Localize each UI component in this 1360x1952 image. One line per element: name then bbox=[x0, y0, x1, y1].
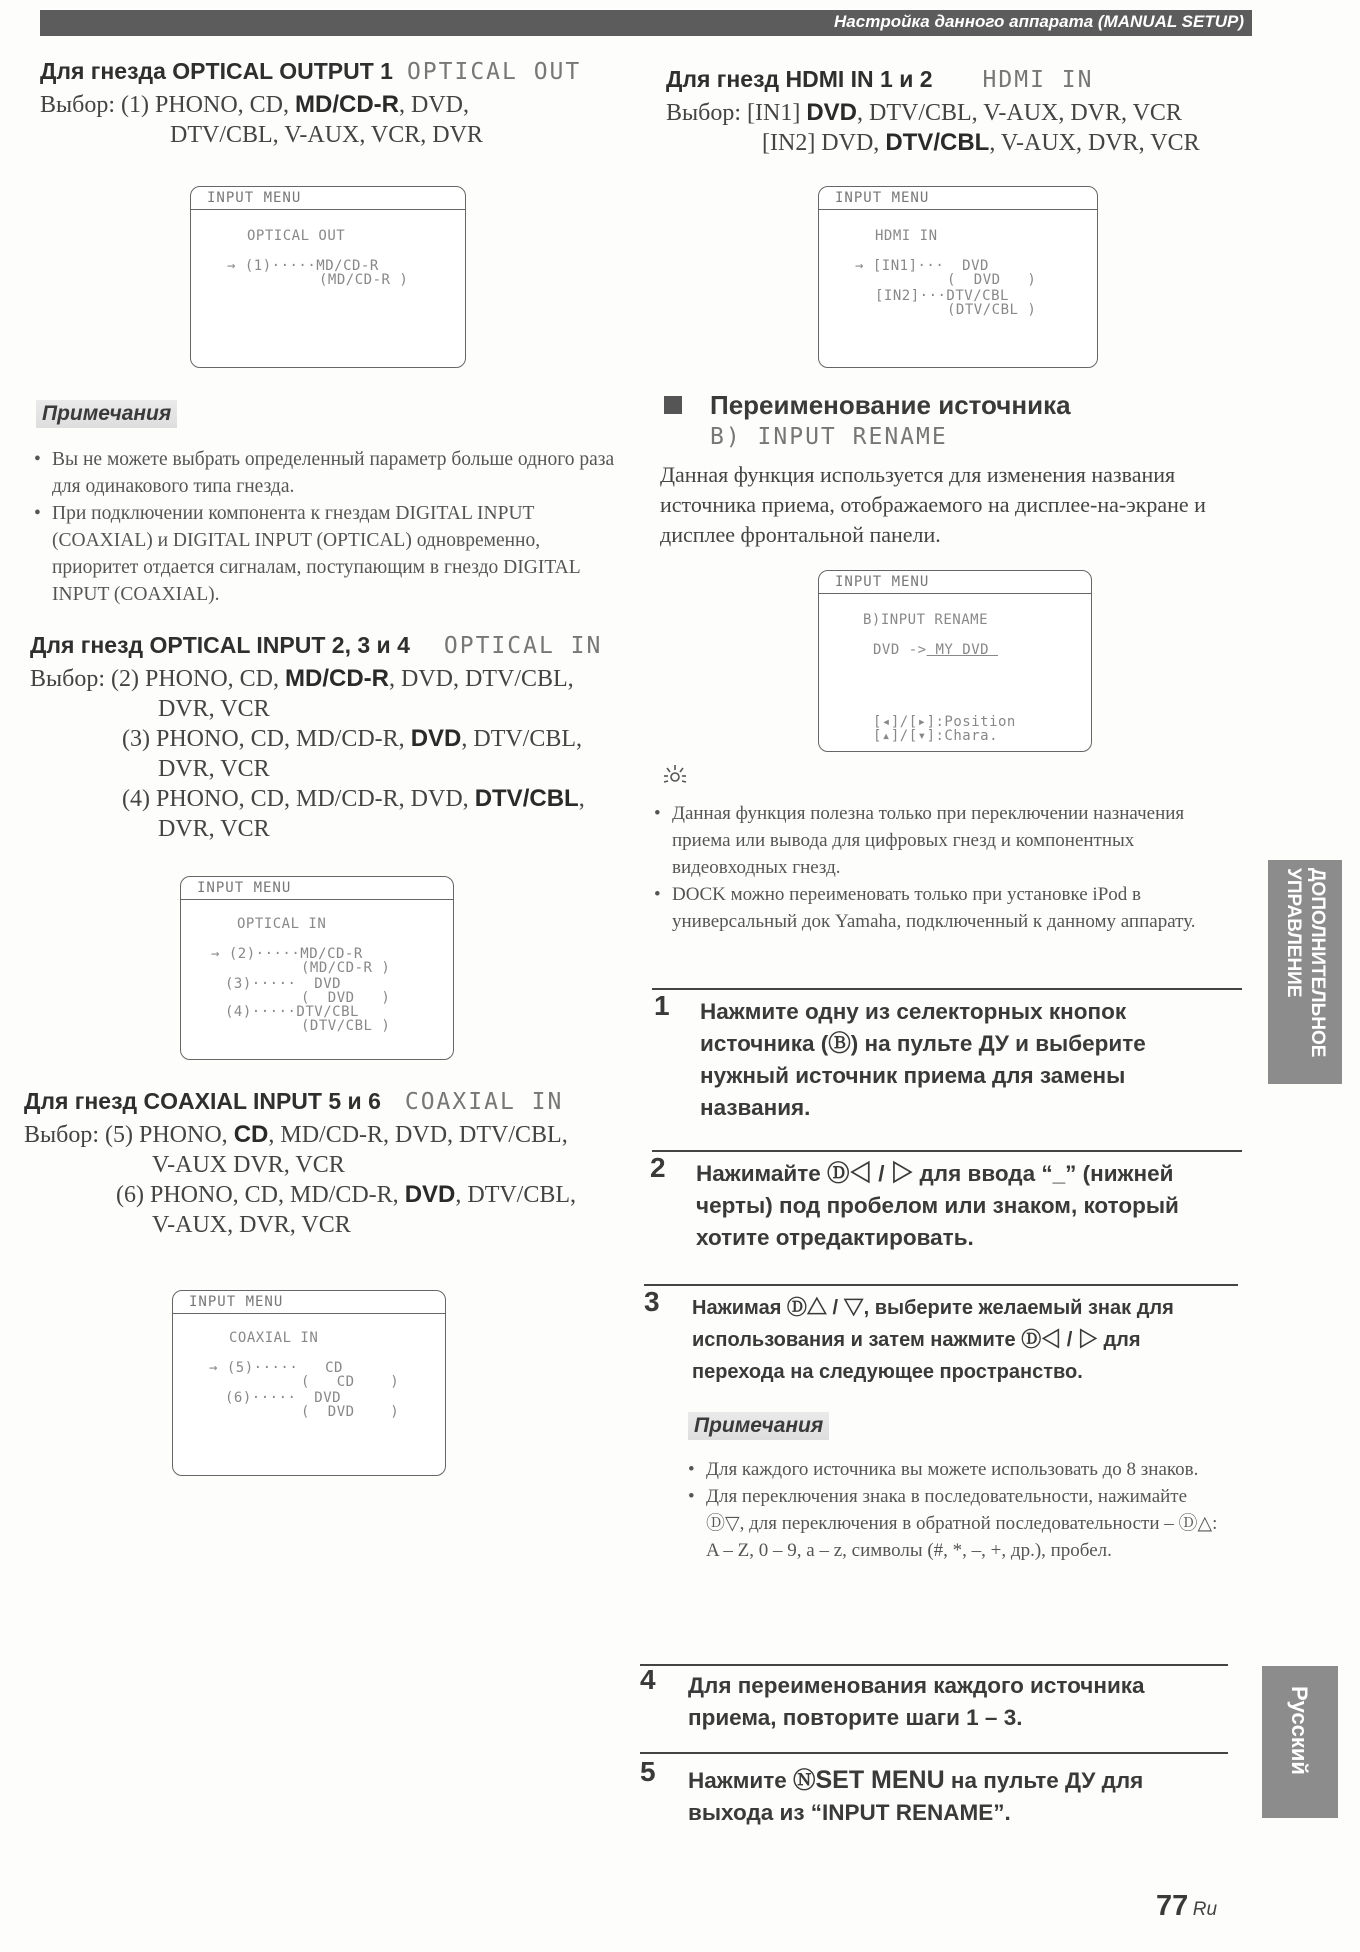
divider bbox=[644, 1284, 1238, 1286]
osd-rename-to[interactable]: MY DVD bbox=[926, 642, 999, 658]
choice-text: , DTV/CBL, bbox=[455, 1182, 577, 1208]
side-tab-section[interactable] bbox=[1268, 860, 1342, 1084]
osd-line: ( DVD ) bbox=[947, 272, 1037, 288]
osd-line: (MD/CD-R ) bbox=[319, 272, 409, 288]
osd-head: INPUT MENU bbox=[181, 877, 453, 900]
osd-rename-line bbox=[873, 642, 998, 658]
coaxial-in-title bbox=[24, 1088, 563, 1115]
choice-text: (1) PHONO, CD, bbox=[121, 92, 296, 118]
choice-text: (2) PHONO, CD, bbox=[111, 666, 286, 692]
osd-line: (DTV/CBL ) bbox=[301, 1018, 391, 1034]
note-item: • Для каждого источника вы можете использовать до 8 знаков. bbox=[688, 1456, 1228, 1483]
choice-text: DVR, VCR bbox=[158, 816, 270, 842]
choice-text: , bbox=[578, 786, 585, 812]
page-number-value: 77 bbox=[1156, 1890, 1189, 1922]
choice-text: (3) PHONO, CD, MD/CD-R, bbox=[122, 726, 411, 752]
hdmi-in-title-text: Для гнезд HDMI IN 1 и 2 bbox=[666, 66, 933, 92]
notes-right-list bbox=[688, 1456, 1228, 1564]
choice-bold: DVD bbox=[410, 725, 462, 752]
optical-out-title bbox=[40, 58, 581, 85]
osd-head: INPUT MENU bbox=[191, 187, 465, 210]
step-text-part: на пульте ДУ для выхода из “INPUT RENAME”. bbox=[688, 1768, 1144, 1825]
choice-text: (5) PHONO, bbox=[105, 1122, 234, 1148]
osd-line: (MD/CD-R ) bbox=[301, 960, 391, 976]
osd-hdmi-in bbox=[818, 186, 1098, 368]
divider bbox=[652, 988, 1242, 990]
osd-optical-out bbox=[190, 186, 466, 368]
side-tab-line: ДОПОЛНИТЕЛЬНОЕ bbox=[1307, 868, 1328, 1058]
choice-bold: DVD bbox=[806, 99, 857, 126]
osd-hint: [▴]/[▾]:Chara. bbox=[873, 728, 999, 744]
choice-bold: DTV/CBL bbox=[885, 129, 990, 156]
optical-in-lcd: OPTICAL IN bbox=[443, 633, 603, 659]
osd-head: INPUT MENU bbox=[819, 187, 1097, 210]
osd-head: INPUT MENU bbox=[819, 571, 1091, 594]
notes-left-list bbox=[34, 446, 624, 608]
osd-input-rename bbox=[818, 570, 1092, 752]
osd-line: → (2)·····MD/CD-R bbox=[211, 946, 363, 962]
choice-bold: DVD bbox=[404, 1181, 456, 1208]
choice-text: (4) PHONO, CD, MD/CD-R, DVD, bbox=[122, 786, 475, 812]
optical-out-title-text: Для гнезда OPTICAL OUTPUT 1 bbox=[40, 58, 393, 84]
osd-line: OPTICAL OUT bbox=[247, 228, 346, 244]
choice-bold: DTV/CBL bbox=[474, 785, 579, 812]
osd-optical-in bbox=[180, 876, 454, 1060]
osd-head: INPUT MENU bbox=[173, 1291, 445, 1314]
choice-text: (6) PHONO, CD, MD/CD-R, bbox=[116, 1182, 405, 1208]
osd-line: (DTV/CBL ) bbox=[947, 302, 1037, 318]
osd-coaxial-in bbox=[172, 1290, 446, 1476]
notes-right bbox=[688, 1412, 829, 1440]
note-item: • При подключении компонента к гнездам DIGITAL INPUT (COAXIAL) и DIGITAL INPUT (OPTICAL) одновременно, приоритет отдается сигналам, поступающим в гнездо DIGITAL INPUT (COAXIAL). bbox=[34, 500, 624, 608]
hdmi-in-choices bbox=[666, 98, 1200, 158]
step-text: Для переименования каждого источника приема, повторите шаги 1 – 3. bbox=[688, 1673, 1145, 1730]
osd-line: B)INPUT RENAME bbox=[863, 612, 989, 628]
step-text bbox=[688, 1764, 1228, 1829]
osd-line: → (5)····· CD bbox=[209, 1360, 343, 1376]
rename-title: Переименование источника bbox=[710, 390, 1071, 420]
choice-text: , DVD, bbox=[399, 92, 469, 118]
notes-title: Примечания bbox=[688, 1412, 829, 1440]
step-text: Нажимая Ⓓ△ / ▽, выберите желаемый знак для использования и затем нажмите Ⓓ◁ / ▷ для перехода на следующее пространство. bbox=[692, 1297, 1174, 1383]
note-item: • Вы не можете выбрать определенный параметр больше одного раза для одинакового типа гнезда. bbox=[34, 446, 624, 500]
section-square-icon bbox=[664, 396, 682, 414]
optical-in-title-text: Для гнезд OPTICAL INPUT 2, 3 и 4 bbox=[30, 632, 410, 658]
osd-line: (4)·····DTV/CBL bbox=[225, 1004, 359, 1020]
page-number bbox=[1156, 1890, 1217, 1923]
choice-text: [IN2] DVD, bbox=[762, 130, 886, 156]
header-title: Настройка данного аппарата (MANUAL SETUP) bbox=[834, 12, 1244, 31]
divider bbox=[640, 1752, 1228, 1754]
osd-line: [IN2]···DTV/CBL bbox=[875, 288, 1009, 304]
choice-text: V-AUX, DVR, VCR bbox=[152, 1212, 351, 1238]
notes-left bbox=[36, 400, 177, 428]
page-lang-code: Ru bbox=[1192, 1899, 1218, 1920]
choice-bold: MD/CD-R bbox=[295, 91, 399, 118]
optical-out-choices bbox=[40, 90, 483, 150]
choice-text: , DVD, DTV/CBL, bbox=[389, 666, 574, 692]
hdmi-in-title bbox=[666, 66, 1093, 93]
note-item: • Для переключения знака в последовательности, нажимайте Ⓓ▽, для переключения в обратной последовательности – Ⓓ△: A – Z, 0 – 9, a – z, символы (#, *, –, +, др.), пробел. bbox=[688, 1483, 1228, 1564]
choice-text: DVR, VCR bbox=[158, 756, 270, 782]
optical-in-title bbox=[30, 632, 602, 659]
optical-in-choices bbox=[30, 664, 585, 844]
choice-bold: CD bbox=[233, 1121, 269, 1148]
choice-label: Выбор: bbox=[24, 1122, 100, 1148]
osd-line: ( DVD ) bbox=[301, 990, 391, 1006]
osd-line: → [IN1]··· DVD bbox=[855, 258, 989, 274]
choice-text: , V-AUX, DVR, VCR bbox=[989, 130, 1200, 156]
header-bar bbox=[40, 10, 1252, 36]
osd-line: → (1)·····MD/CD-R bbox=[227, 258, 379, 274]
tip-item: • Данная функция полезна только при переключении назначения приема или вывода для цифровых гнезд и компонентных видеовходных гнезд. bbox=[654, 800, 1244, 881]
step-number: 5 bbox=[640, 1756, 656, 1787]
hdmi-in-lcd: HDMI IN bbox=[982, 67, 1094, 93]
osd-line: (6)····· DVD bbox=[225, 1390, 342, 1406]
osd-line: HDMI IN bbox=[875, 228, 938, 244]
choice-text: DVR, VCR bbox=[158, 696, 270, 722]
step-number: 2 bbox=[650, 1152, 666, 1183]
choice-label: Выбор: bbox=[40, 92, 116, 118]
choice-text: , DTV/CBL, bbox=[461, 726, 583, 752]
side-tab-line: УПРАВЛЕНИЕ bbox=[1283, 868, 1304, 998]
choice-label: Выбор: bbox=[30, 666, 106, 692]
osd-line: ( CD ) bbox=[301, 1374, 400, 1390]
choice-text: , MD/CD-R, DVD, DTV/CBL, bbox=[268, 1122, 568, 1148]
lightbulb-icon bbox=[662, 764, 688, 791]
osd-line: ( DVD ) bbox=[301, 1404, 400, 1420]
choice-text: , DTV/CBL, V-AUX, DVR, VCR bbox=[857, 100, 1182, 126]
tip-item: • DOCK можно переименовать только при установке iPod в универсальный док Yamaha, подключенный к данному аппарату. bbox=[654, 881, 1244, 935]
divider bbox=[652, 1150, 1242, 1152]
divider bbox=[640, 1664, 1228, 1666]
coaxial-in-title-text: Для гнезд COAXIAL INPUT 5 и 6 bbox=[24, 1088, 381, 1114]
osd-rename-from: DVD -> bbox=[873, 642, 927, 658]
step-text: Нажмите одну из селекторных кнопок источника (Ⓑ) на пульте ДУ и выберите нужный источник приема для замены названия. bbox=[700, 999, 1146, 1120]
notes-title: Примечания bbox=[36, 400, 177, 428]
optical-out-lcd: OPTICAL OUT bbox=[406, 59, 582, 85]
choice-bold: MD/CD-R bbox=[285, 665, 389, 692]
choice-label: Выбор: bbox=[666, 100, 742, 126]
choice-text: V-AUX DVR, VCR bbox=[152, 1152, 345, 1178]
side-tab-language[interactable] bbox=[1262, 1666, 1338, 1818]
osd-line: COAXIAL IN bbox=[229, 1330, 319, 1346]
choice-text: DTV/CBL, V-AUX, VCR, DVR bbox=[170, 122, 483, 148]
osd-line: OPTICAL IN bbox=[237, 916, 327, 932]
side-tab-language-label: Русский bbox=[1287, 1686, 1312, 1775]
step-text-part: Нажмите Ⓝ bbox=[688, 1768, 816, 1793]
step-number: 3 bbox=[644, 1286, 660, 1317]
rename-description: Данная функция используется для изменения названия источника приема, отображаемого на дисплее-на-экране и дисплее фронтальной панели. bbox=[660, 462, 1206, 547]
step-number: 1 bbox=[654, 990, 670, 1021]
choice-text: [IN1] bbox=[747, 100, 807, 126]
set-menu-label: SET MENU bbox=[815, 1766, 945, 1794]
osd-hint: [◂]/[▸]:Position bbox=[873, 714, 1016, 730]
rename-lcd: B) INPUT RENAME bbox=[710, 424, 948, 450]
step-text: Нажимайте Ⓓ◁ / ▷ для ввода “_” (нижней черты) под пробелом или знаком, который хотите отредактировать. bbox=[696, 1161, 1179, 1250]
osd-line: (3)····· DVD bbox=[225, 976, 342, 992]
tips-list bbox=[654, 800, 1244, 935]
step-number: 4 bbox=[640, 1664, 656, 1695]
coaxial-in-lcd: COAXIAL IN bbox=[404, 1089, 564, 1115]
coaxial-in-choices bbox=[24, 1120, 576, 1240]
